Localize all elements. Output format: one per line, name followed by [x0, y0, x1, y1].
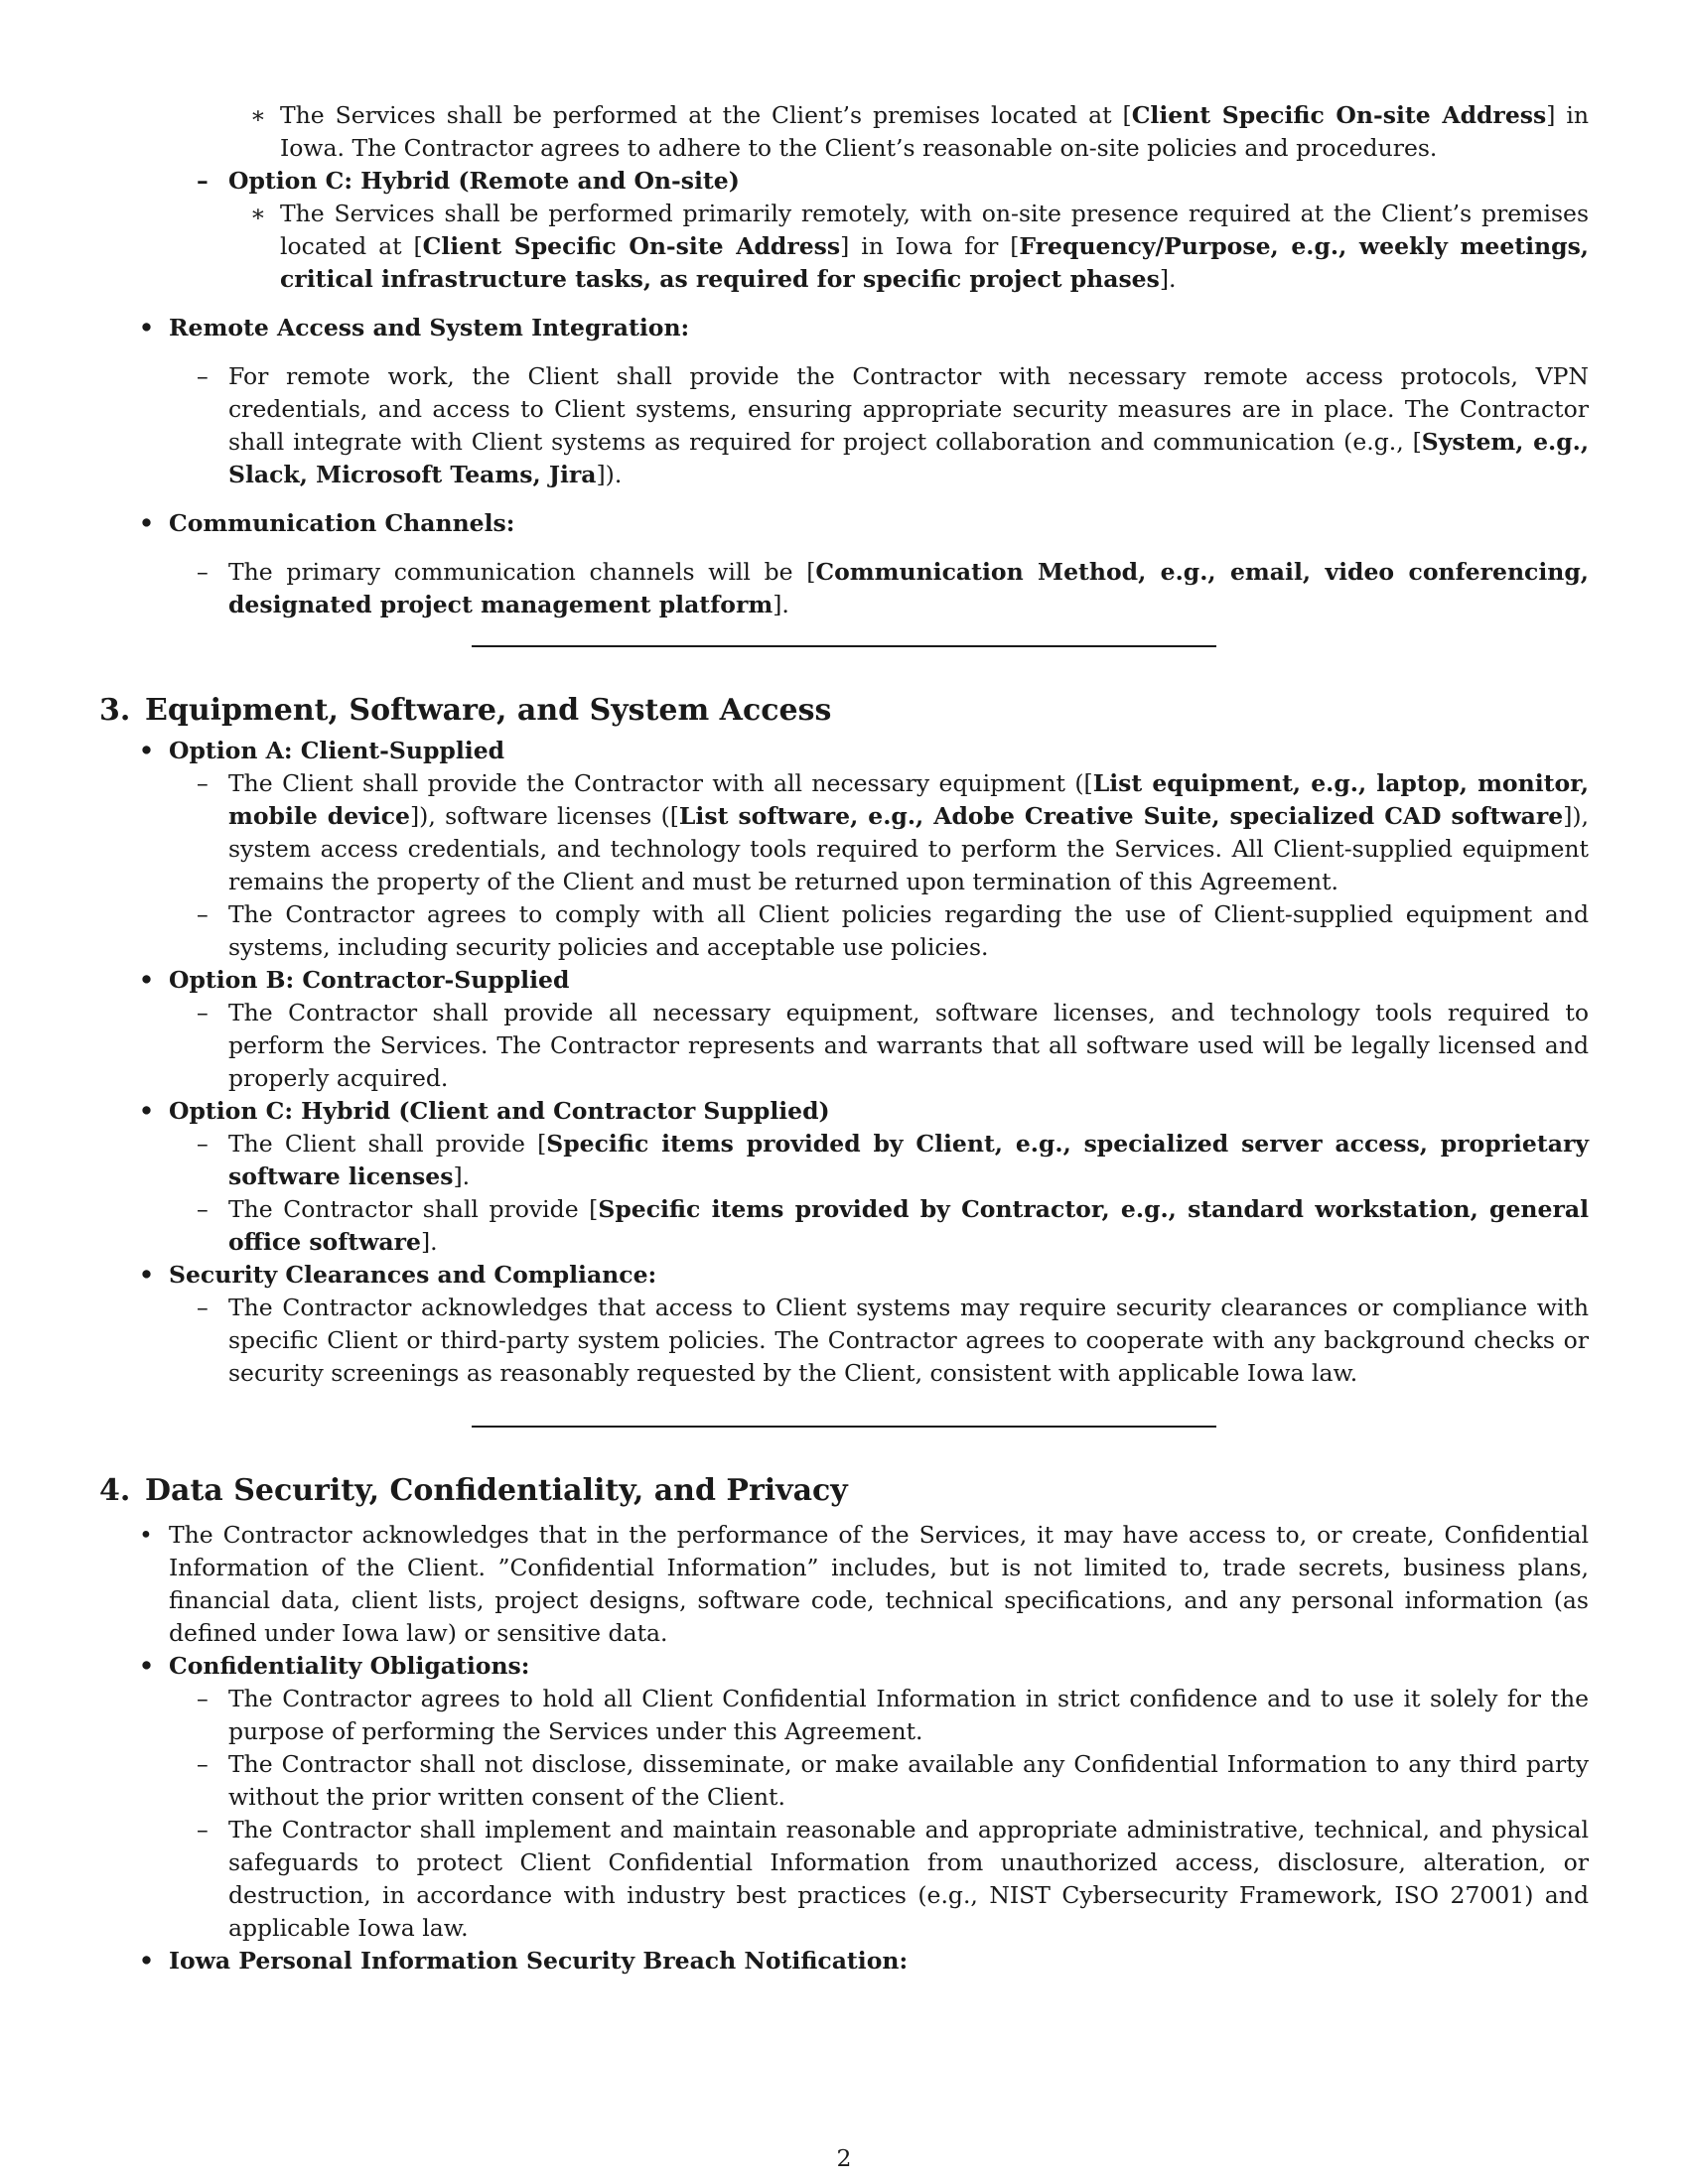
- section-divider: [472, 1426, 1216, 1428]
- dash-marker: –: [197, 1816, 209, 1843]
- confidentiality-obligations-heading: • Confidentiality Obligations:: [99, 1650, 1589, 1683]
- security-clearances-item-1: – The Contractor acknowledges that access to Client systems may require security clearances or compliance with specific Client or third-party system policies. The Contractor agrees to cooperate with any background checks or security screenings as reasonably requested by the Client, consistent with applicable Iowa law.: [197, 1294, 1589, 1387]
- dash-marker: –: [197, 558, 209, 586]
- dash-marker: –: [197, 1195, 209, 1223]
- remote-access-heading: • Remote Access and System Integration:: [99, 312, 1589, 344]
- page-number: 2: [836, 2144, 852, 2172]
- option-a-item-2: – The Contractor agrees to comply with all Client policies regarding the use of Client-supplied equipment and systems, including security policies and acceptable use policies.: [197, 900, 1589, 961]
- star-marker: ∗: [250, 200, 266, 227]
- option-a-heading: • Option A: Client-Supplied: [99, 735, 1589, 767]
- communication-heading: • Communication Channels:: [99, 507, 1589, 540]
- confidentiality-item-3: – The Contractor shall implement and maintain reasonable and appropriate administrative, technical, and physical safeguards to protect Client Confidential Information from unauthorized access, disclosure, alteration, or destruction, in accordance with industry best practices (e.g., NIST Cybersecurity Framework, ISO 27001) and applicable Iowa law.: [197, 1816, 1589, 1942]
- option-c-hybrid-heading: – Option C: Hybrid (Remote and On-site): [99, 165, 1589, 198]
- security-clearances-heading: • Security Clearances and Compliance:: [99, 1259, 1589, 1292]
- bullet-marker: •: [139, 737, 155, 764]
- option-c-item-1: – The Client shall provide [Specific items provided by Client, e.g., specialized server access, proprietary software licenses].: [197, 1130, 1590, 1190]
- section-3-heading: 3. Equipment, Software, and System Access: [99, 693, 832, 728]
- bullet-marker: •: [139, 1521, 153, 1549]
- bullet-marker: •: [139, 1652, 155, 1680]
- communication-item: – The primary communication channels will be [Communication Method, e.g., email, video conferencing, designated project management platform].: [197, 558, 1589, 618]
- option-b-heading: • Option B: Contractor-Supplied: [99, 964, 1589, 997]
- bullet-marker: •: [139, 1097, 155, 1125]
- dash-marker: –: [197, 900, 209, 928]
- option-b-item-1: – The Contractor shall provide all necessary equipment, software licenses, and technology tools required to perform the Services. The Contractor represents and warrants that all software used will be legally licensed and properly acquired.: [197, 999, 1589, 1092]
- option-c-heading: • Option C: Hybrid (Client and Contractor Supplied): [99, 1095, 1589, 1128]
- bullet-marker: •: [139, 1261, 155, 1289]
- bullet-marker: •: [139, 1947, 155, 1975]
- dash-marker: –: [197, 999, 209, 1026]
- dash-marker: –: [197, 1685, 209, 1712]
- confidentiality-item-1: – The Contractor agrees to hold all Client Confidential Information in strict confidence and to use it solely for the purpose of performing the Services under this Agreement.: [197, 1685, 1589, 1745]
- confidential-info-intro: • The Contractor acknowledges that in the performance of the Services, it may have access to, or create, Confidential Information of the Client. ”Confidential Information” includes, but is not limited to, trade secrets, business plans, financial data, client lists, project designs, software code, technical specifications, and any personal information (as defined under Iowa law) or sensitive data.: [139, 1521, 1589, 1647]
- dash-marker: –: [197, 167, 209, 195]
- section-4-heading: 4. Data Security, Confidentiality, and Privacy: [99, 1473, 848, 1508]
- dash-marker: –: [197, 1750, 209, 1778]
- bullet-marker: •: [139, 966, 155, 994]
- bullet-marker: •: [139, 509, 155, 537]
- section-3-list: [99, 735, 1589, 1390]
- confidentiality-item-2: – The Contractor shall not disclose, disseminate, or make available any Confidential Information to any third party without the prior written consent of the Client.: [197, 1750, 1589, 1811]
- work-location-list: [99, 99, 1589, 621]
- bullet-marker: •: [139, 314, 155, 341]
- remote-access-item: – For remote work, the Client shall provide the Contractor with necessary remote access protocols, VPN credentials, and access to Client systems, ensuring appropriate security measures are in place. The Contractor shall integrate with Client systems as required for project collaboration and communication (e.g., [System, e.g., Slack, Microsoft Teams, Jira]).: [197, 362, 1589, 488]
- option-a-item-1: – The Client shall provide the Contractor with all necessary equipment ([List equipment, e.g., laptop, monitor, mobile device]), software licenses ([List software, e.g., Adobe Creative Suite, specialized CAD software]), system access credentials, and technology tools required to perform the Services. All Client-supplied equipment remains the property of the Client and must be returned upon termination of this Agreement.: [197, 769, 1590, 895]
- dash-marker: –: [197, 1294, 209, 1321]
- dash-marker: –: [197, 769, 209, 797]
- page-content: [99, 99, 1589, 1978]
- option-c-hybrid-item: ∗ The Services shall be performed primarily remotely, with on-site presence required at the Client’s premises located at [Client Specific On-site Address] in Iowa for [Frequency/Purpose, e.g., weekly meetings, critical infrastructure tasks, as required for specific project phases].: [250, 200, 1589, 293]
- dash-marker: –: [197, 1130, 209, 1158]
- section-divider: [472, 645, 1216, 647]
- option-c-item-2: – The Contractor shall provide [Specific items provided by Contractor, e.g., standard workstation, general office software].: [197, 1195, 1589, 1256]
- dash-marker: –: [197, 362, 209, 390]
- section-4-list: [99, 1519, 1589, 1978]
- option-b-onsite-item: ∗ The Services shall be performed at the Client’s premises located at [Client Specific On-site Address] in Iowa. The Contractor agrees to adhere to the Client’s reasonable on-site policies and procedures.: [250, 101, 1589, 162]
- breach-notification-heading: • Iowa Personal Information Security Breach Notification:: [99, 1945, 1589, 1978]
- star-marker: ∗: [250, 101, 266, 129]
